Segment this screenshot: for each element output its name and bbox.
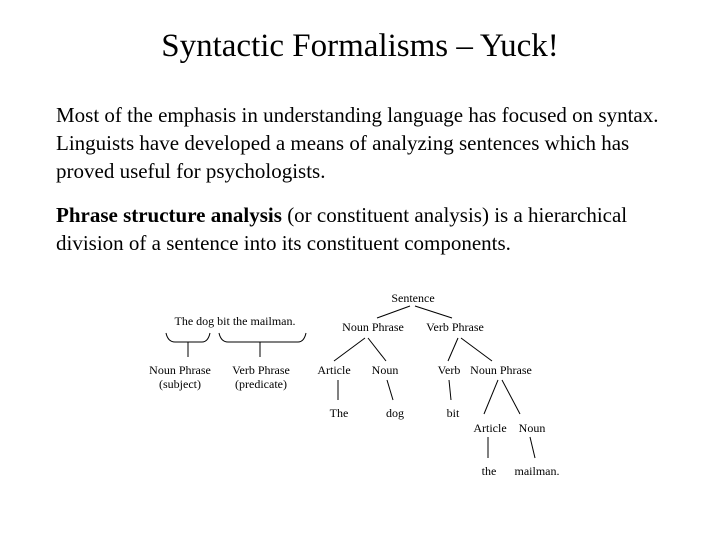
edge-s-vp: [415, 306, 452, 318]
subject-bracket: [166, 333, 210, 342]
tree-leaf-the: The: [329, 406, 349, 420]
definition-text: (or constituent analysis) is a hierarchical division of a sentence into its constituent components.: [56, 203, 628, 255]
tree-node-article-2: Article: [473, 421, 507, 435]
slide-title: Syntactic Formalisms – Yuck!: [161, 28, 559, 64]
edge-s-np: [377, 306, 410, 318]
intro-paragraph: Most of the emphasis in understanding language has focused on syntax. Linguists have developed a means of analyzing sentences which has proved useful for psychologists.: [56, 103, 659, 183]
tree-leaf-the-2: the: [481, 464, 497, 478]
edge-vp-np: [461, 338, 492, 361]
tree-node-verb-phrase: Verb Phrase: [426, 320, 484, 334]
tree-leaf-bit: bit: [446, 406, 460, 420]
subject-role-text: (subject): [159, 377, 201, 391]
subject-np-label: [149, 363, 211, 391]
tree-node-article: Article: [317, 363, 351, 377]
predicate-vp-text: Verb Phrase: [232, 363, 290, 377]
predicate-bracket: [219, 333, 306, 342]
predicate-vp-label: [232, 363, 290, 391]
edge-noun-mailman: [530, 437, 535, 458]
tree-node-verb: Verb: [437, 363, 461, 377]
predicate-role-text: (predicate): [235, 377, 287, 391]
tree-leaf-dog: dog: [386, 406, 404, 420]
edge-np2-noun: [502, 380, 520, 414]
edge-np-article: [334, 338, 365, 361]
edge-vp-verb: [448, 338, 458, 361]
tree-node-noun-2: Noun: [518, 421, 546, 435]
term-bold: Phrase structure analysis: [56, 203, 282, 227]
tree-node-sentence: Sentence: [391, 291, 435, 305]
edge-np-noun: [368, 338, 386, 361]
edge-np2-article: [484, 380, 498, 414]
example-sentence: The dog bit the mailman.: [174, 314, 296, 328]
tree-node-noun-phrase: Noun Phrase: [342, 320, 404, 334]
tree-node-noun-phrase-2: Noun Phrase: [470, 363, 532, 377]
edge-verb-bit: [449, 380, 451, 400]
subject-np-text: Noun Phrase: [149, 363, 211, 377]
sentence-brackets: [166, 333, 306, 357]
edge-noun-dog: [387, 380, 393, 400]
tree-leaf-mailman: mailman.: [514, 464, 560, 478]
tree-node-noun: Noun: [371, 363, 399, 377]
